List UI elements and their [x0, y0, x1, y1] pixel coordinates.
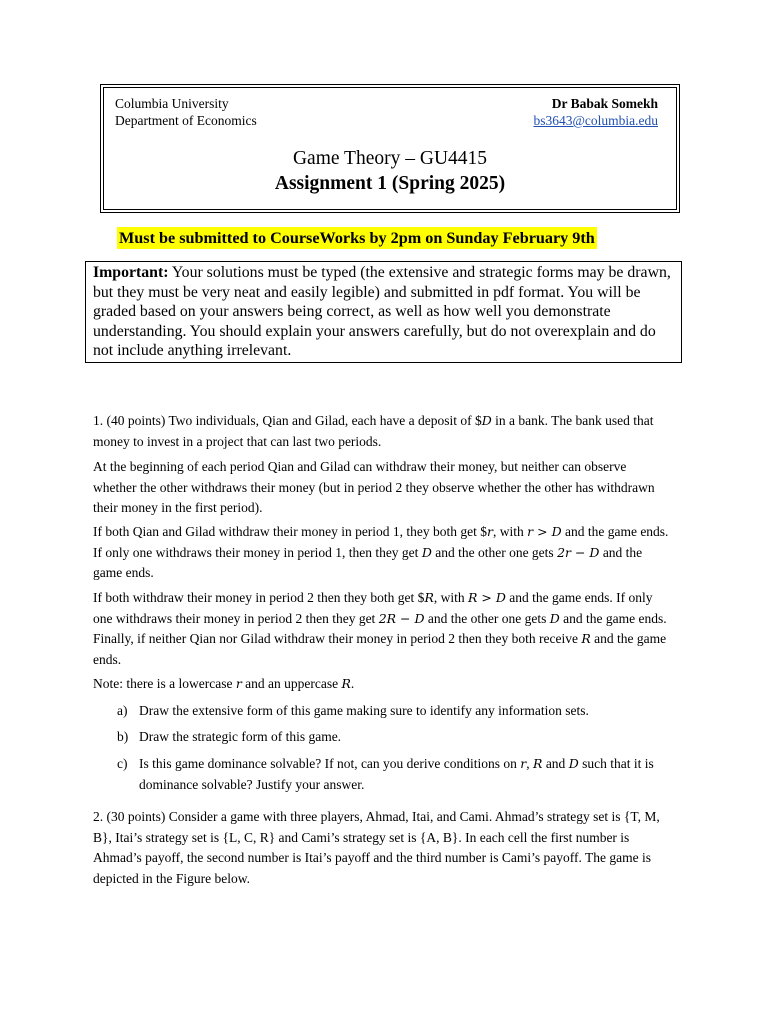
- q2-paragraph: [93, 807, 673, 889]
- item-c-text: Is this game dominance solvable? If not, can you derive conditions on: [139, 756, 521, 771]
- assignment-title: Assignment 1 (Spring 2025): [274, 173, 506, 194]
- instructor-name: Dr Babak Somekh: [551, 96, 658, 111]
- list-marker: b): [117, 729, 129, 744]
- item-c-text-3: and: [542, 756, 569, 771]
- q1-intro: [93, 411, 673, 452]
- note-text-3: .: [350, 676, 355, 691]
- q1-intro-text-2: in a bank. The bank used that money to invest in a project that can last two periods.: [93, 413, 654, 449]
- q1-paragraph-4: [93, 588, 673, 670]
- var-r: r: [520, 756, 527, 771]
- q1-p4-text-6: and the game ends.: [93, 631, 667, 667]
- list-marker: a): [117, 703, 128, 718]
- item-c-text-2: ,: [526, 756, 534, 771]
- q2-text: 2. (30 points) Consider a game with three players, Ahmad, Itai, and Cami. Ahmad’s strategy set is {T, M, B}, Itai’s strategy set is {L, C, R} and Cami’s strategy set is {A, B}. In each cell the first number is Ahmad’s payoff, the second number is Itai’s payoff and the third number is Cami’s payoff. The game is depicted in the Figure below.: [93, 809, 660, 886]
- var-upper-r: R: [533, 756, 543, 771]
- header-box: [103, 87, 677, 210]
- q1-p4-text-2: , with: [433, 590, 468, 605]
- var-d: D: [568, 756, 579, 771]
- var-d: D: [421, 544, 432, 560]
- list-item-text: Draw the extensive form of this game making sure to identify any information sets.: [139, 703, 589, 718]
- q1-p3-text-3: and the game ends. If only one withdraws their money in period 1, then they get: [93, 524, 669, 560]
- list-item: [117, 754, 677, 796]
- var-d: D: [549, 610, 560, 626]
- q1-p4-text-3: and the game ends. If only one withdraws their money in period 2 then they get: [93, 590, 653, 626]
- list-marker: c): [117, 756, 128, 771]
- q1-p3-text-5: and the game ends.: [93, 544, 643, 580]
- var-r: r: [235, 676, 242, 691]
- q1-p4-text: If both withdraw their money in period 2 then they both get $: [93, 590, 425, 605]
- list-item-text: [139, 754, 674, 795]
- expr-2r-minus-d: 2r − D: [557, 544, 600, 560]
- list-item-text: Draw the strategic form of this game.: [139, 729, 342, 744]
- important-notice: [85, 261, 682, 363]
- course-title: Game Theory – GU4415: [292, 148, 488, 169]
- var-upper-r: R: [341, 676, 351, 691]
- q1-paragraph-2: [93, 457, 673, 519]
- q1-p3-text-4: and the other one gets: [431, 544, 558, 560]
- q1-note: [93, 674, 673, 695]
- var-upper-r: R: [581, 631, 591, 646]
- department-name: Department of Economics: [115, 113, 257, 128]
- q1-paragraph-3: [93, 522, 673, 584]
- var-d: D: [481, 413, 492, 428]
- q1-p3-text: If both Qian and Gilad withdraw their money in period 1, they both get $: [93, 524, 488, 539]
- important-label: Important:: [93, 264, 169, 281]
- condition-upper-r-gt-d: R > D: [468, 590, 506, 605]
- note-text-2: and an uppercase: [241, 676, 342, 691]
- var-r: r: [487, 524, 494, 539]
- instructor-email-link[interactable]: bs3643@columbia.edu: [533, 113, 658, 128]
- condition-r-gt-d: r > D: [527, 524, 562, 539]
- q1-intro-text: 1. (40 points) Two individuals, Qian and Gilad, each have a deposit of $: [93, 413, 482, 428]
- instructor-block: [533, 95, 658, 129]
- q1-paragraph-2-text: At the beginning of each period Qian and Gilad can withdraw their money, but neither can observe whether the other withdraws their money (but in period 2 they observe whether the other has withdrawn their money in the first period).: [93, 459, 655, 515]
- item-c-text-4: such that it is dominance solvable? Justify your answer.: [139, 756, 654, 792]
- note-text: Note: there is a lowercase: [93, 676, 236, 691]
- expr-2upper-r-minus-d: 2R − D: [378, 610, 425, 626]
- institution-block: [115, 95, 257, 129]
- q1-p4-text-5: and the game ends. Finally, if neither Qian nor Gilad withdraw their money in period 2 then they both receive: [93, 610, 667, 646]
- q1-p4-text-4: and the other one gets: [424, 610, 550, 626]
- q1-p3-text-2: , with: [493, 524, 528, 539]
- university-name: Columbia University: [115, 96, 229, 111]
- important-text: Your solutions must be typed (the extensive and strategic forms may be drawn, but they must be very neat and easily legible) and submitted in pdf format. You will be graded based on your answers being correct, as well as how well you demonstrate understanding. You should explain your answers carefully, but do not overexplain and do not include anything irrelevant.: [93, 264, 671, 360]
- deadline-banner: Must be submitted to CourseWorks by 2pm on Sunday February 9th: [119, 229, 595, 247]
- var-upper-r: R: [424, 590, 434, 605]
